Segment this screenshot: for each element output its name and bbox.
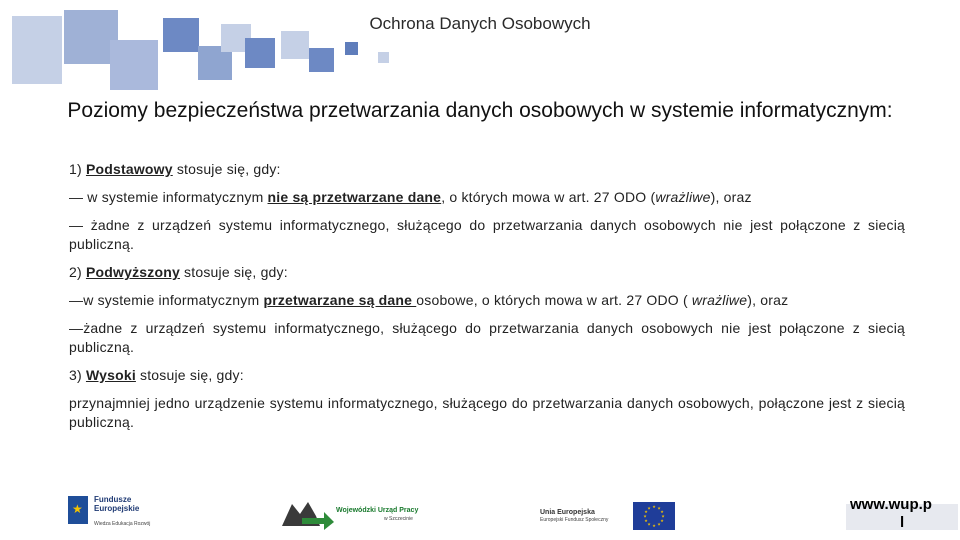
header-title: Ochrona Danych Osobowych	[369, 14, 591, 33]
level-number: 1)	[69, 161, 82, 177]
decor-square	[281, 31, 309, 59]
level-point: przynajmniej jedno urządzenie systemu informatycznego, służącego do przetwarzania danych osobowych, połączone jest z siecią publiczną.	[69, 395, 905, 430]
decor-square	[309, 48, 334, 72]
wup-logo-icon	[280, 500, 334, 530]
ue-logo-label: Unia Europejska	[540, 509, 595, 516]
level-intro: stosuje się, gdy:	[176, 161, 281, 177]
decor-square	[245, 38, 275, 68]
svg-text:★: ★	[657, 521, 661, 527]
svg-text:★: ★	[660, 509, 664, 514]
eu-flag-icon	[633, 502, 675, 530]
point-text: — w systemie informatycznym	[69, 189, 268, 205]
logo-text: Fundusze	[94, 495, 132, 504]
level-name: Wysoki	[85, 367, 136, 383]
content-body	[69, 160, 905, 441]
level-number: 3)	[69, 367, 82, 383]
level-heading	[69, 160, 905, 179]
svg-text:★: ★	[644, 518, 648, 523]
website-link-tail[interactable]: l	[900, 514, 905, 531]
level-heading	[69, 366, 905, 385]
point-emphasis: nie są przetwarzane dane	[267, 189, 442, 205]
level-point: — żadne z urządzeń systemu informatycznego, służącego do przetwarzania danych osobowych nie jest połączone z siecią publiczną.	[69, 217, 905, 252]
level-intro: stosuje się, gdy:	[140, 367, 244, 383]
svg-text:★: ★	[652, 523, 656, 528]
level-point	[69, 188, 905, 207]
svg-text:★: ★	[647, 505, 651, 511]
logo-text: Europejskie	[94, 504, 140, 513]
svg-text:★: ★	[643, 513, 647, 519]
svg-text:★: ★	[660, 518, 664, 523]
point-italic: wrażliwe	[655, 189, 711, 205]
point-text: ), oraz	[747, 292, 789, 308]
point-text: ), oraz	[710, 189, 752, 205]
level-name: Podwyższony	[85, 264, 180, 280]
point-text: osobowe, o których mowa w art. 27 ODO (	[416, 292, 692, 308]
svg-text:★: ★	[647, 521, 651, 527]
svg-text:★: ★	[661, 513, 665, 519]
svg-text:★: ★	[652, 504, 656, 509]
decor-square	[12, 16, 62, 84]
star-icon: ★	[72, 502, 83, 516]
decor-square	[110, 40, 158, 90]
level-heading	[69, 263, 905, 282]
footer	[0, 490, 960, 540]
wup-logo-subtitle: w Szczecinie	[384, 516, 413, 522]
fundusze-europejskie-subtitle: Wiedza Edukacja Rozwój	[94, 521, 151, 527]
point-italic: wrażliwe	[691, 292, 748, 308]
wup-logo-label: Wojewódzki Urząd Pracy	[336, 507, 419, 514]
decor-square	[163, 18, 199, 52]
point-text: , o których mowa w art. 27 ODO (	[441, 189, 656, 205]
page-title: Poziomy bezpieczeństwa przetwarzania danych osobowych w systemie informatycznym:	[67, 99, 893, 122]
point-emphasis: przetwarzane są dane	[263, 292, 417, 308]
point-text: —w systemie informatycznym	[69, 292, 264, 308]
decor-square	[345, 42, 358, 55]
level-name: Podstawowy	[85, 161, 173, 177]
decor-square	[378, 52, 389, 63]
svg-text:★: ★	[644, 509, 648, 514]
level-number: 2)	[69, 264, 82, 280]
fundusze-europejskie-label	[94, 495, 139, 513]
svg-text:★: ★	[657, 505, 661, 511]
level-point: —żadne z urządzeń systemu informatycznego, służącego do przetwarzania danych osobowych nie jest połączone z siecią publiczną.	[69, 320, 905, 355]
level-point	[69, 291, 905, 310]
level-intro: stosuje się, gdy:	[184, 264, 288, 280]
ue-logo-subtitle: Europejski Fundusz Społeczny	[540, 517, 609, 523]
website-link[interactable]: www.wup.p	[850, 496, 932, 513]
